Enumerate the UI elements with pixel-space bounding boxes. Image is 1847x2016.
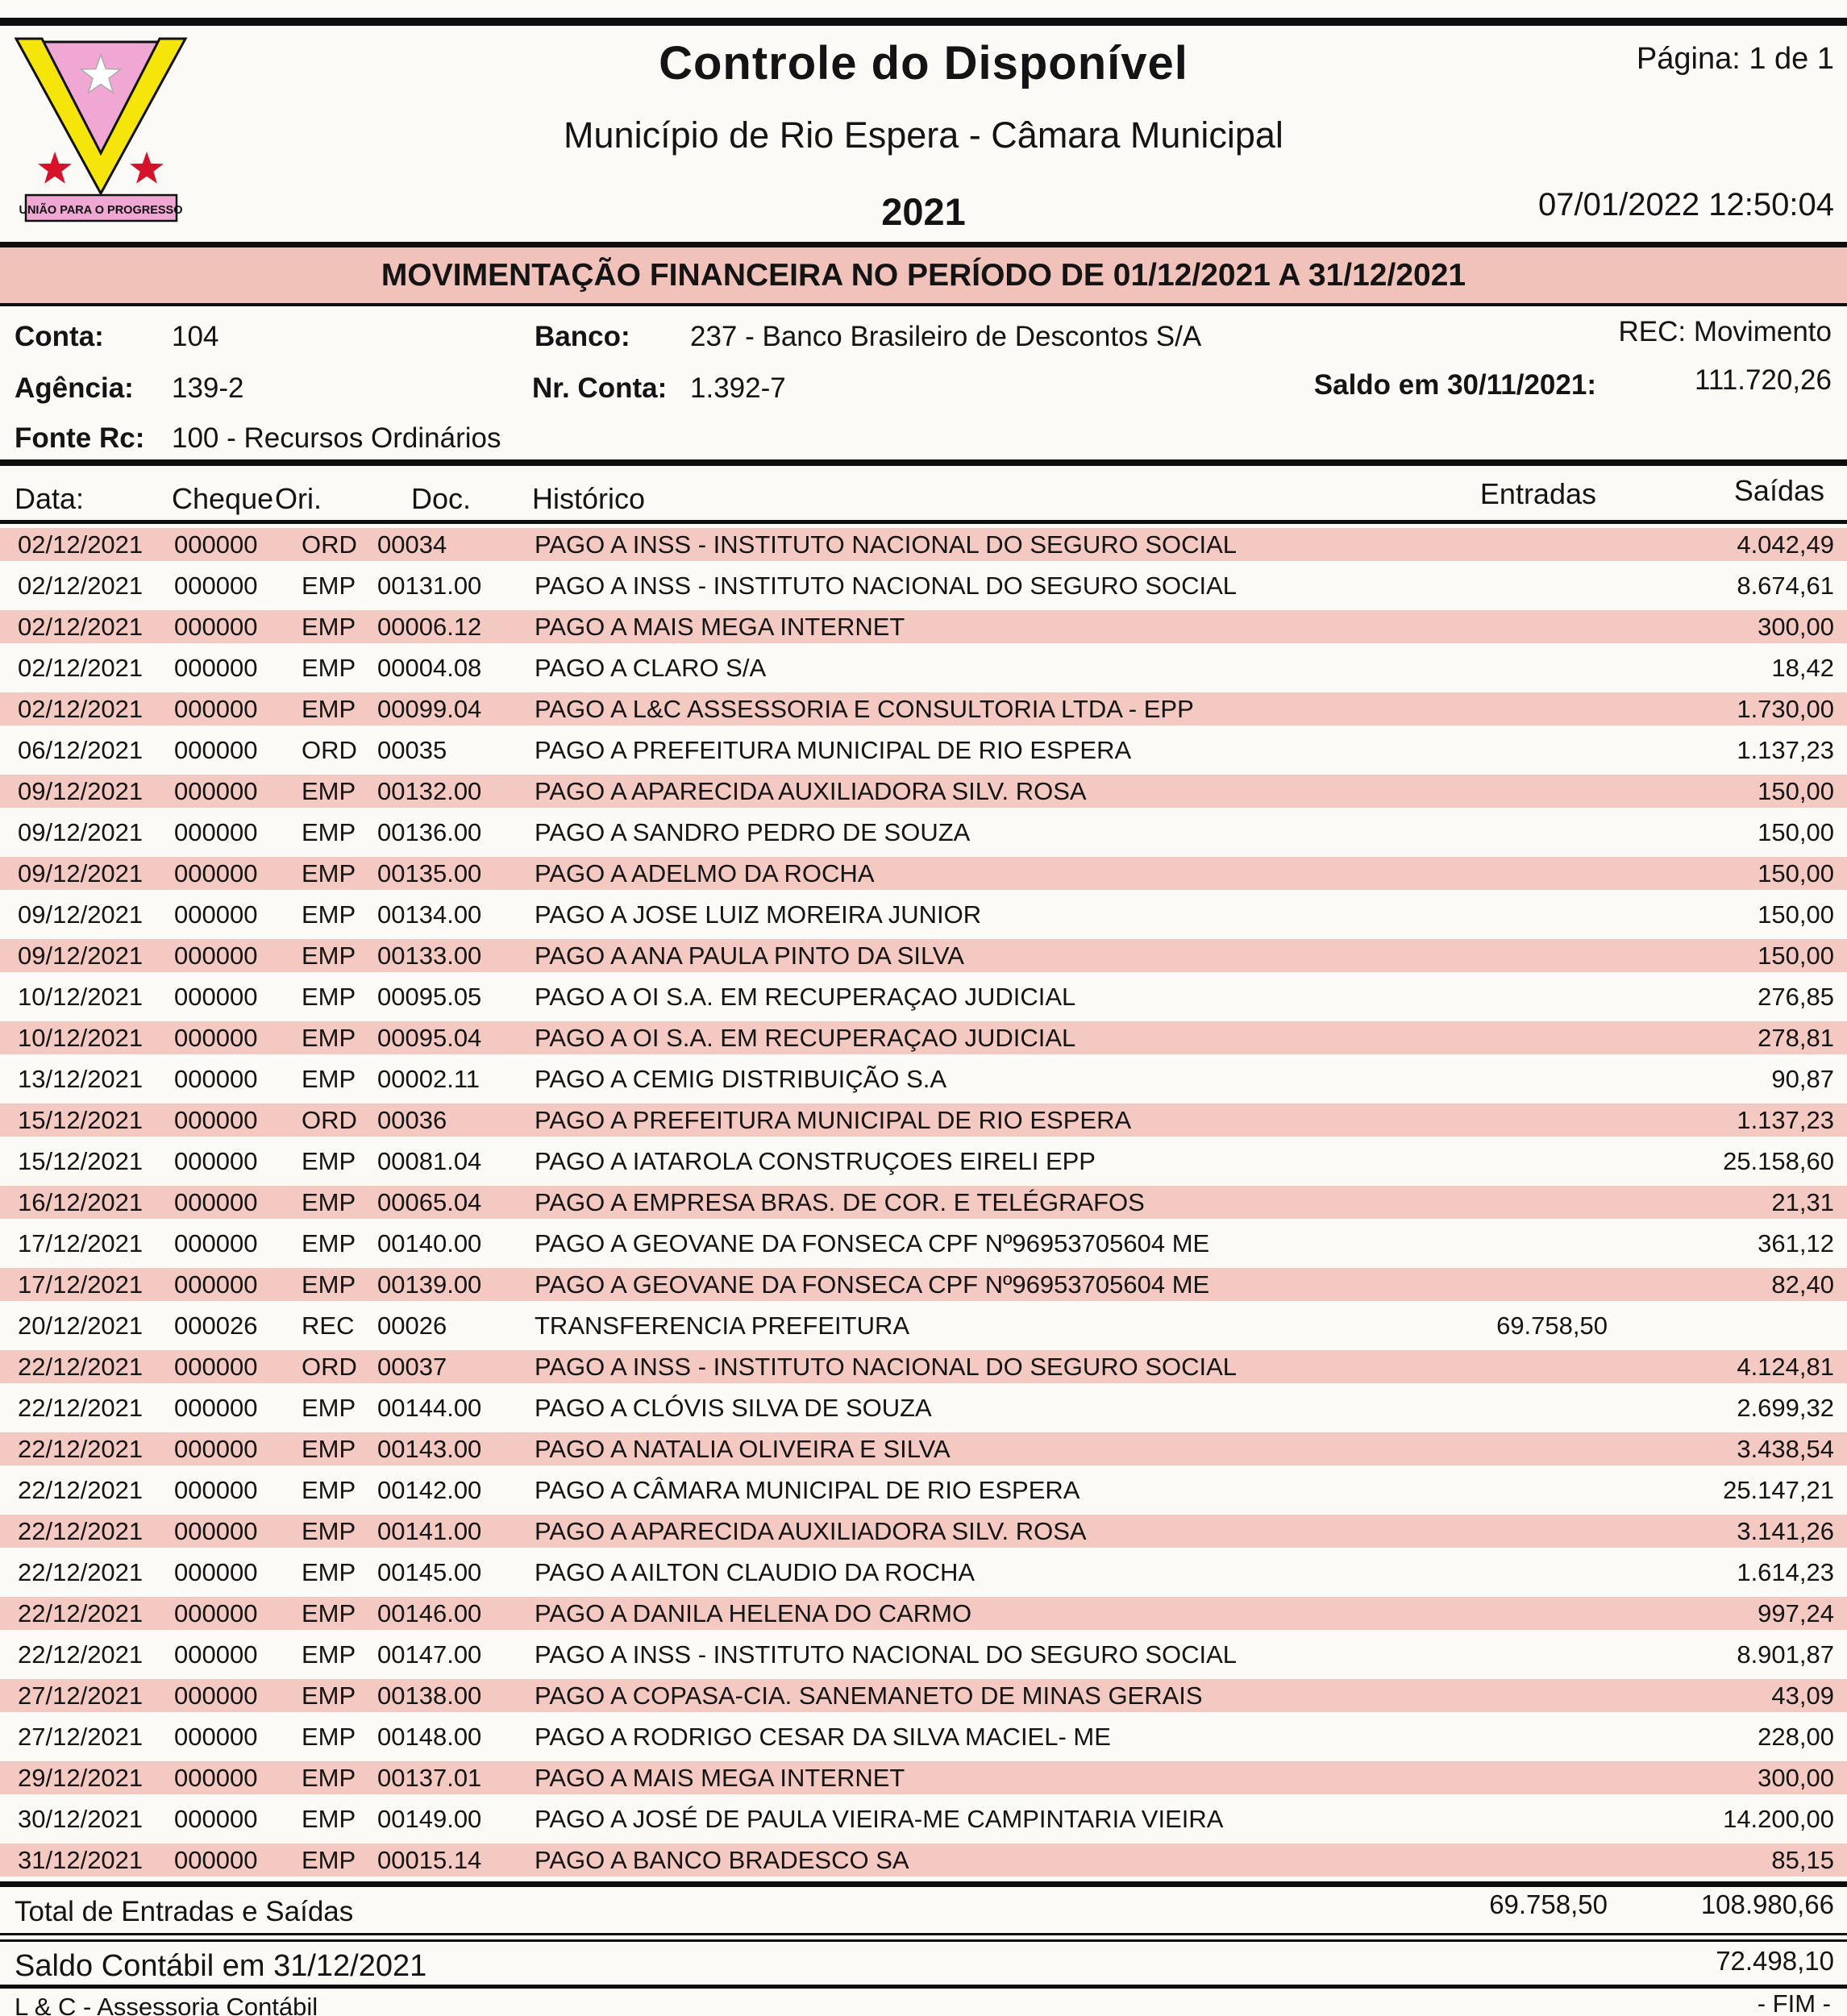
cell-saidas: 1.137,23 bbox=[1737, 1105, 1834, 1134]
cell-historico: PAGO A DANILA HELENA DO CARMO bbox=[535, 1598, 972, 1627]
cell-ori: EMP bbox=[302, 1845, 356, 1874]
cell-doc: 00149.00 bbox=[377, 1804, 482, 1833]
cell-cheque: 000000 bbox=[174, 1516, 258, 1545]
col-header-ori: Ori. bbox=[275, 482, 322, 515]
cell-historico: PAGO A IATAROLA CONSTRUÇOES EIRELI EPP bbox=[535, 1146, 1096, 1175]
table-row bbox=[0, 1798, 1847, 1839]
table-row bbox=[0, 1716, 1847, 1757]
footer-signature: L & C - Assessoria Contábil bbox=[15, 1993, 318, 2016]
cell-saidas: 278,81 bbox=[1758, 1023, 1834, 1052]
cell-historico: PAGO A PREFEITURA MUNICIPAL DE RIO ESPERA bbox=[535, 735, 1132, 764]
cell-doc: 00132.00 bbox=[377, 776, 482, 805]
nr-conta-value: 1.392-7 bbox=[690, 372, 786, 404]
cell-historico: PAGO A JOSE LUIZ MOREIRA JUNIOR bbox=[535, 900, 982, 929]
cell-ori: EMP bbox=[302, 653, 356, 682]
cell-historico: PAGO A NATALIA OLIVEIRA E SILVA bbox=[535, 1434, 951, 1463]
cell-date: 09/12/2021 bbox=[18, 900, 144, 929]
cell-doc: 00036 bbox=[377, 1105, 447, 1134]
cell-ori: REC bbox=[302, 1311, 355, 1340]
cell-doc: 00146.00 bbox=[377, 1598, 482, 1627]
cell-cheque: 000000 bbox=[174, 1187, 258, 1216]
cell-cheque: 000000 bbox=[174, 1557, 258, 1586]
cell-cheque: 000000 bbox=[174, 1146, 258, 1175]
totals-rule bbox=[0, 1881, 1847, 1887]
col-header-doc: Doc. bbox=[411, 482, 472, 515]
cell-doc: 00142.00 bbox=[377, 1475, 482, 1504]
cell-date: 15/12/2021 bbox=[18, 1146, 144, 1175]
cell-saidas: 1.614,23 bbox=[1737, 1557, 1834, 1586]
cell-saidas: 361,12 bbox=[1758, 1228, 1834, 1257]
cell-historico: PAGO A JOSÉ DE PAULA VIEIRA-ME CAMPINTARIA VIEIRA bbox=[535, 1804, 1224, 1833]
table-row bbox=[0, 730, 1847, 771]
cell-historico: PAGO A PREFEITURA MUNICIPAL DE RIO ESPERA bbox=[535, 1105, 1132, 1134]
cell-cheque: 000000 bbox=[174, 1393, 258, 1422]
cell-ori: EMP bbox=[302, 571, 356, 600]
cell-cheque: 000000 bbox=[174, 900, 258, 929]
cell-doc: 00099.04 bbox=[377, 694, 482, 723]
cell-cheque: 000000 bbox=[174, 1023, 258, 1052]
cell-saidas: 3.438,54 bbox=[1737, 1434, 1834, 1463]
totals-saidas: 108.980,66 bbox=[1700, 1889, 1834, 1919]
cell-historico: PAGO A CLÓVIS SILVA DE SOUZA bbox=[535, 1393, 932, 1422]
table-row bbox=[0, 1182, 1847, 1223]
cell-doc: 00139.00 bbox=[377, 1270, 482, 1299]
cell-date: 22/12/2021 bbox=[18, 1557, 144, 1586]
cell-doc: 00034 bbox=[377, 530, 447, 559]
cell-cheque: 000000 bbox=[174, 1640, 258, 1669]
cell-cheque: 000000 bbox=[174, 1845, 258, 1874]
cell-historico: PAGO A APARECIDA AUXILIADORA SILV. ROSA bbox=[535, 776, 1087, 805]
cell-cheque: 000026 bbox=[174, 1311, 258, 1340]
cell-cheque: 000000 bbox=[174, 817, 258, 846]
cell-historico: TRANSFERENCIA PREFEITURA bbox=[535, 1311, 910, 1340]
cell-date: 09/12/2021 bbox=[18, 776, 144, 805]
cell-cheque: 000000 bbox=[174, 1722, 258, 1751]
table-row bbox=[0, 1428, 1847, 1469]
cell-ori: EMP bbox=[302, 1270, 356, 1299]
col-header-data: Data: bbox=[15, 482, 85, 515]
cell-cheque: 000000 bbox=[174, 612, 258, 641]
cell-doc: 00138.00 bbox=[377, 1681, 482, 1710]
cell-cheque: 000000 bbox=[174, 530, 258, 559]
agencia-value: 139-2 bbox=[172, 372, 244, 404]
report-year: 2021 bbox=[881, 190, 966, 233]
cell-historico: PAGO A INSS - INSTITUTO NACIONAL DO SEGURO SOCIAL bbox=[535, 1352, 1238, 1381]
cell-doc: 00145.00 bbox=[377, 1557, 482, 1586]
cell-saidas: 43,09 bbox=[1771, 1681, 1834, 1710]
cell-saidas: 21,31 bbox=[1771, 1187, 1834, 1216]
cell-saidas: 85,15 bbox=[1771, 1845, 1834, 1874]
cell-saidas: 8.674,61 bbox=[1737, 571, 1834, 600]
cell-doc: 00141.00 bbox=[377, 1516, 482, 1545]
cell-date: 29/12/2021 bbox=[18, 1763, 144, 1792]
page-number: Página: 1 de 1 bbox=[1636, 42, 1834, 76]
cell-historico: PAGO A MAIS MEGA INTERNET bbox=[535, 612, 905, 641]
cell-ori: EMP bbox=[302, 1722, 356, 1751]
saldo-final-value: 72.498,10 bbox=[1716, 1946, 1834, 1976]
table-row bbox=[0, 1099, 1847, 1141]
transactions bbox=[0, 524, 1847, 1881]
cell-historico: PAGO A OI S.A. EM RECUPERAÇAO JUDICIAL bbox=[535, 982, 1076, 1011]
banco-value: 237 - Banco Brasileiro de Descontos S/A bbox=[690, 321, 1202, 352]
cell-historico: PAGO A BANCO BRADESCO SA bbox=[535, 1845, 909, 1874]
cell-saidas: 14.200,00 bbox=[1723, 1804, 1834, 1833]
cell-doc: 00026 bbox=[377, 1311, 447, 1340]
cell-date: 09/12/2021 bbox=[18, 817, 144, 846]
col-header-entradas: Entradas bbox=[1479, 477, 1596, 510]
cell-cheque: 000000 bbox=[174, 1270, 258, 1299]
table-row bbox=[0, 565, 1847, 606]
cell-saidas: 1.137,23 bbox=[1737, 735, 1834, 764]
cell-cheque: 000000 bbox=[174, 941, 258, 970]
cell-ori: EMP bbox=[302, 1804, 356, 1833]
cell-doc: 00015.14 bbox=[377, 1845, 482, 1874]
cell-date: 16/12/2021 bbox=[18, 1187, 144, 1216]
cell-doc: 00144.00 bbox=[377, 1393, 482, 1422]
cell-historico: PAGO A COPASA-CIA. SANEMANETO DE MINAS GERAIS bbox=[535, 1681, 1203, 1710]
cell-saidas: 1.730,00 bbox=[1737, 694, 1834, 723]
conta-label: Conta: bbox=[15, 321, 104, 352]
cell-historico: PAGO A INSS - INSTITUTO NACIONAL DO SEGURO SOCIAL bbox=[535, 530, 1238, 559]
cell-saidas: 25.158,60 bbox=[1723, 1146, 1834, 1175]
cell-date: 13/12/2021 bbox=[18, 1064, 144, 1093]
cell-saidas: 82,40 bbox=[1771, 1270, 1834, 1299]
agencia-label: Agência: bbox=[15, 372, 134, 404]
cell-historico: PAGO A ADELMO DA ROCHA bbox=[535, 858, 875, 887]
cell-date: 02/12/2021 bbox=[18, 653, 144, 682]
cell-date: 22/12/2021 bbox=[18, 1434, 144, 1463]
cell-date: 22/12/2021 bbox=[18, 1475, 144, 1504]
cell-date: 17/12/2021 bbox=[18, 1270, 144, 1299]
col-header-historico: Histórico bbox=[532, 482, 646, 515]
nr-conta-label: Nr. Conta: bbox=[532, 372, 668, 404]
table-row bbox=[0, 1511, 1847, 1552]
cell-saidas: 4.042,49 bbox=[1737, 530, 1834, 559]
totals-label: Total de Entradas e Saídas bbox=[15, 1896, 354, 1927]
cell-saidas: 228,00 bbox=[1758, 1722, 1834, 1751]
cell-ori: EMP bbox=[302, 1681, 356, 1710]
cell-historico: PAGO A APARECIDA AUXILIADORA SILV. ROSA bbox=[535, 1516, 1087, 1545]
cell-ori: EMP bbox=[302, 1023, 356, 1052]
cell-cheque: 000000 bbox=[174, 1804, 258, 1833]
top-rule bbox=[0, 18, 1847, 26]
cell-cheque: 000000 bbox=[174, 1352, 258, 1381]
cell-ori: EMP bbox=[302, 1228, 356, 1257]
cell-date: 02/12/2021 bbox=[18, 571, 144, 600]
cell-ori: ORD bbox=[302, 1105, 357, 1134]
table-row bbox=[0, 1017, 1847, 1058]
cell-ori: EMP bbox=[302, 1146, 356, 1175]
cell-historico: PAGO A CLARO S/A bbox=[535, 653, 767, 682]
cell-date: 27/12/2021 bbox=[18, 1681, 144, 1710]
cell-date: 09/12/2021 bbox=[18, 858, 144, 887]
cell-saidas: 25.147,21 bbox=[1723, 1475, 1834, 1504]
cell-saidas: 8.901,87 bbox=[1737, 1640, 1834, 1669]
cell-historico: PAGO A CEMIG DISTRIBUIÇÃO S.A bbox=[535, 1064, 947, 1093]
table-row bbox=[0, 853, 1847, 894]
cell-ori: EMP bbox=[302, 1640, 356, 1669]
period-banner: MOVIMENTAÇÃO FINANCEIRA NO PERÍODO DE 01/12/2021 A 31/12/2021 bbox=[0, 242, 1847, 306]
cell-ori: EMP bbox=[302, 900, 356, 929]
cell-ori: EMP bbox=[302, 1598, 356, 1627]
cell-date: 22/12/2021 bbox=[18, 1598, 144, 1627]
cell-cheque: 000000 bbox=[174, 571, 258, 600]
cell-ori: ORD bbox=[302, 1352, 357, 1381]
totals-entradas: 69.758,50 bbox=[1489, 1889, 1608, 1919]
account-separator bbox=[0, 459, 1847, 466]
cell-date: 02/12/2021 bbox=[18, 612, 144, 641]
cell-historico: PAGO A EMPRESA BRAS. DE COR. E TELÉGRAFOS bbox=[535, 1187, 1145, 1216]
table-row bbox=[0, 606, 1847, 647]
table-row bbox=[0, 1552, 1847, 1593]
cell-saidas: 150,00 bbox=[1758, 941, 1834, 970]
cell-ori: EMP bbox=[302, 612, 356, 641]
cell-ori: EMP bbox=[302, 1393, 356, 1422]
report-title: Controle do Disponível bbox=[659, 37, 1188, 89]
conta-value: 104 bbox=[172, 321, 219, 352]
table-row bbox=[0, 688, 1847, 730]
footer-rule bbox=[0, 1985, 1847, 1989]
cell-cheque: 000000 bbox=[174, 1475, 258, 1504]
cell-doc: 00135.00 bbox=[377, 858, 482, 887]
cell-saidas: 150,00 bbox=[1758, 900, 1834, 929]
cell-saidas: 300,00 bbox=[1758, 612, 1834, 641]
cell-ori: EMP bbox=[302, 1516, 356, 1545]
cell-historico: PAGO A CÂMARA MUNICIPAL DE RIO ESPERA bbox=[535, 1475, 1080, 1504]
rec-badge: REC: Movimento bbox=[1618, 316, 1832, 347]
cell-cheque: 000000 bbox=[174, 982, 258, 1011]
cell-doc: 00131.00 bbox=[377, 571, 482, 600]
cell-entradas: 69.758,50 bbox=[1496, 1311, 1608, 1340]
table-row bbox=[0, 771, 1847, 812]
table-row bbox=[0, 894, 1847, 935]
table-row bbox=[0, 1757, 1847, 1798]
cell-date: 09/12/2021 bbox=[18, 941, 144, 970]
cell-ori: ORD bbox=[302, 735, 357, 764]
table-row bbox=[0, 976, 1847, 1017]
cell-date: 22/12/2021 bbox=[18, 1516, 144, 1545]
cell-doc: 00037 bbox=[377, 1352, 447, 1381]
table-row bbox=[0, 1264, 1847, 1305]
table-row bbox=[0, 1305, 1847, 1346]
saldo-rule-b bbox=[0, 1939, 1847, 1942]
cell-saidas: 276,85 bbox=[1758, 982, 1834, 1011]
cell-saidas: 2.699,32 bbox=[1737, 1393, 1834, 1422]
cell-cheque: 000000 bbox=[174, 653, 258, 682]
cell-cheque: 000000 bbox=[174, 694, 258, 723]
table-row bbox=[0, 812, 1847, 853]
cell-cheque: 000000 bbox=[174, 1064, 258, 1093]
cell-saidas: 90,87 bbox=[1771, 1064, 1834, 1093]
cell-date: 20/12/2021 bbox=[18, 1311, 144, 1340]
cell-doc: 00035 bbox=[377, 735, 447, 764]
saldo-anterior-label: Saldo em 30/11/2021: bbox=[1313, 369, 1596, 401]
cell-historico: PAGO A ANA PAULA PINTO DA SILVA bbox=[535, 941, 964, 970]
cell-saidas: 997,24 bbox=[1758, 1598, 1834, 1627]
col-header-cheque: Cheque bbox=[172, 482, 274, 515]
cell-date: 22/12/2021 bbox=[18, 1640, 144, 1669]
cell-ori: EMP bbox=[302, 1064, 356, 1093]
fonte-label: Fonte Rc: bbox=[15, 422, 145, 454]
cell-saidas: 150,00 bbox=[1758, 858, 1834, 887]
cell-cheque: 000000 bbox=[174, 1598, 258, 1627]
cell-historico: PAGO A RODRIGO CESAR DA SILVA MACIEL- ME bbox=[535, 1722, 1111, 1751]
fonte-value: 100 - Recursos Ordinários bbox=[172, 422, 501, 454]
cell-doc: 00134.00 bbox=[377, 900, 482, 929]
cell-date: 17/12/2021 bbox=[18, 1228, 144, 1257]
cell-historico: PAGO A AILTON CLAUDIO DA ROCHA bbox=[535, 1557, 975, 1586]
col-header-saidas: Saídas bbox=[1733, 474, 1824, 507]
cell-historico: PAGO A L&C ASSESSORIA E CONSULTORIA LTDA - EPP bbox=[535, 694, 1194, 723]
cell-date: 22/12/2021 bbox=[18, 1393, 144, 1422]
cell-doc: 00137.01 bbox=[377, 1763, 482, 1792]
cell-date: 15/12/2021 bbox=[18, 1105, 144, 1134]
cell-doc: 00133.00 bbox=[377, 941, 482, 970]
end-marker: - FIM - bbox=[1757, 1989, 1831, 2016]
cell-doc: 00002.11 bbox=[377, 1064, 480, 1093]
cell-date: 30/12/2021 bbox=[18, 1804, 144, 1833]
cell-historico: PAGO A GEOVANE DA FONSECA CPF Nº96953705604 ME bbox=[535, 1270, 1210, 1299]
saldo-rule-a bbox=[0, 1933, 1847, 1935]
table-row bbox=[0, 1593, 1847, 1634]
cell-date: 10/12/2021 bbox=[18, 1023, 144, 1052]
cell-doc: 00147.00 bbox=[377, 1640, 482, 1669]
cell-date: 06/12/2021 bbox=[18, 735, 144, 764]
table-row bbox=[0, 1675, 1847, 1716]
cell-ori: EMP bbox=[302, 941, 356, 970]
cell-date: 31/12/2021 bbox=[18, 1845, 144, 1874]
cell-cheque: 000000 bbox=[174, 776, 258, 805]
cell-doc: 00004.08 bbox=[377, 653, 482, 682]
cell-cheque: 000000 bbox=[174, 1763, 258, 1792]
cell-date: 02/12/2021 bbox=[18, 694, 144, 723]
cell-doc: 00148.00 bbox=[377, 1722, 482, 1751]
saldo-final-label: Saldo Contábil em 31/12/2021 bbox=[15, 1949, 427, 1983]
cell-cheque: 000000 bbox=[174, 735, 258, 764]
table-row bbox=[0, 1469, 1847, 1511]
cell-saidas: 3.141,26 bbox=[1737, 1516, 1834, 1545]
cell-ori: EMP bbox=[302, 817, 356, 846]
cell-doc: 00095.05 bbox=[377, 982, 482, 1011]
cell-saidas: 4.124,81 bbox=[1737, 1352, 1834, 1381]
table-row bbox=[0, 524, 1847, 565]
cell-ori: EMP bbox=[302, 982, 356, 1011]
cell-ori: EMP bbox=[302, 1434, 356, 1463]
cell-ori: ORD bbox=[302, 530, 357, 559]
logo-motto: UNIÃO PARA O PROGRESSO bbox=[19, 204, 183, 217]
cell-ori: EMP bbox=[302, 858, 356, 887]
cell-ori: EMP bbox=[302, 776, 356, 805]
cell-date: 10/12/2021 bbox=[18, 982, 144, 1011]
cell-ori: EMP bbox=[302, 1557, 356, 1586]
table-row bbox=[0, 1141, 1847, 1182]
table-row bbox=[0, 1058, 1847, 1099]
cell-doc: 00136.00 bbox=[377, 817, 482, 846]
cell-saidas: 150,00 bbox=[1758, 817, 1834, 846]
cell-cheque: 000000 bbox=[174, 1105, 258, 1134]
cell-historico: PAGO A MAIS MEGA INTERNET bbox=[535, 1763, 905, 1792]
banco-label: Banco: bbox=[535, 321, 630, 352]
report-subtitle: Município de Rio Espera - Câmara Municipal bbox=[564, 114, 1283, 156]
cell-doc: 00095.04 bbox=[377, 1023, 482, 1052]
cell-historico: PAGO A SANDRO PEDRO DE SOUZA bbox=[535, 817, 971, 846]
cell-saidas: 150,00 bbox=[1758, 776, 1834, 805]
cell-cheque: 000000 bbox=[174, 1434, 258, 1463]
generated-timestamp: 07/01/2022 12:50:04 bbox=[1537, 187, 1834, 222]
saldo-anterior-value: 111.720,26 bbox=[1695, 364, 1832, 396]
cell-historico: PAGO A GEOVANE DA FONSECA CPF Nº96953705604 ME bbox=[535, 1228, 1210, 1257]
cell-saidas: 300,00 bbox=[1758, 1763, 1834, 1792]
cell-doc: 00140.00 bbox=[377, 1228, 482, 1257]
cell-cheque: 000000 bbox=[174, 858, 258, 887]
cell-doc: 00081.04 bbox=[377, 1146, 482, 1175]
cell-doc: 00143.00 bbox=[377, 1434, 482, 1463]
cell-date: 22/12/2021 bbox=[18, 1352, 144, 1381]
cell-saidas: 18,42 bbox=[1771, 653, 1834, 682]
cell-historico: PAGO A INSS - INSTITUTO NACIONAL DO SEGURO SOCIAL bbox=[535, 571, 1238, 600]
cell-date: 02/12/2021 bbox=[18, 530, 144, 559]
table-row bbox=[0, 1839, 1847, 1881]
cell-ori: EMP bbox=[302, 694, 356, 723]
cell-ori: EMP bbox=[302, 1763, 356, 1792]
cell-ori: EMP bbox=[302, 1187, 356, 1216]
cell-doc: 00006.12 bbox=[377, 612, 482, 641]
cell-cheque: 000000 bbox=[174, 1228, 258, 1257]
cell-historico: PAGO A INSS - INSTITUTO NACIONAL DO SEGURO SOCIAL bbox=[535, 1640, 1238, 1669]
table-row bbox=[0, 935, 1847, 976]
cell-date: 27/12/2021 bbox=[18, 1722, 144, 1751]
cell-historico: PAGO A OI S.A. EM RECUPERAÇAO JUDICIAL bbox=[535, 1023, 1076, 1052]
table-row bbox=[0, 1223, 1847, 1264]
table-row bbox=[0, 1634, 1847, 1675]
table-row bbox=[0, 1387, 1847, 1428]
table-row bbox=[0, 647, 1847, 688]
cell-cheque: 000000 bbox=[174, 1681, 258, 1710]
table-row bbox=[0, 1346, 1847, 1387]
cell-doc: 00065.04 bbox=[377, 1187, 482, 1216]
cell-ori: EMP bbox=[302, 1475, 356, 1504]
